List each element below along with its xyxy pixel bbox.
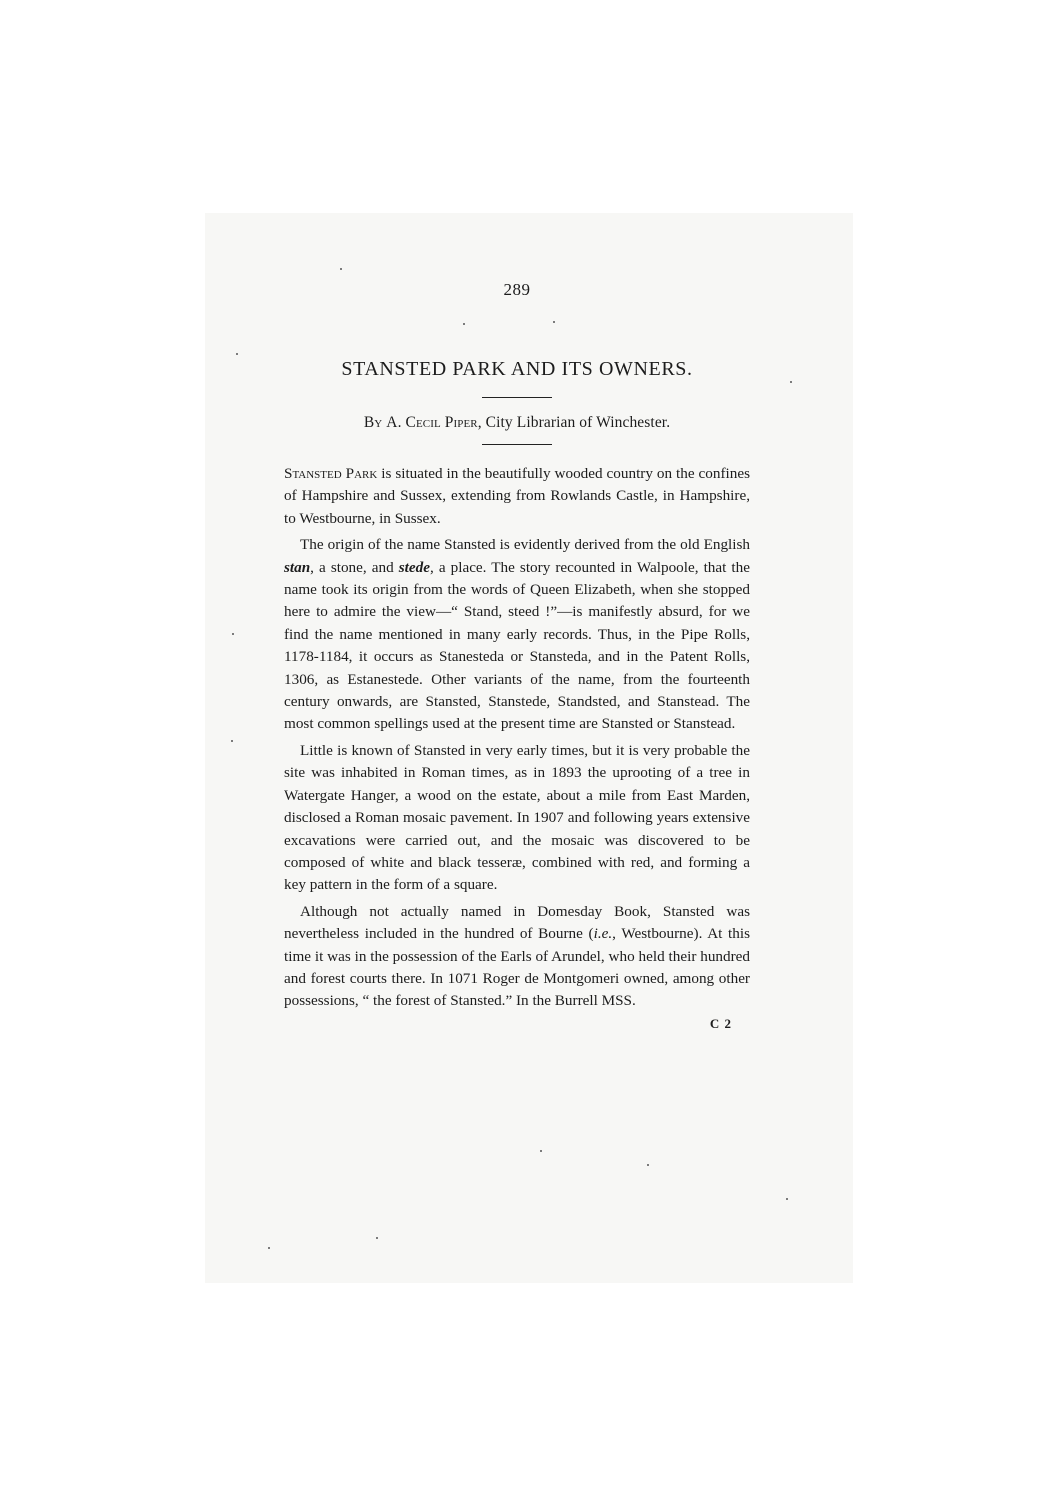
article-body bbox=[284, 463, 750, 1035]
paragraph-4-text-a: Although not actually named in Domesday Book, Stansted was nevertheless included in the hundred of Bourne ( bbox=[284, 902, 750, 943]
scan-speck bbox=[232, 633, 234, 635]
scan-speck bbox=[790, 381, 792, 383]
scan-speck bbox=[231, 740, 233, 742]
paragraph-2-italic-stan: stan bbox=[284, 558, 311, 576]
paragraph-1-lead: Stansted Park bbox=[284, 465, 378, 482]
paragraph-1-text: is situated in the beautifully wooded country on the confines of Hampshire and Sussex, extending from Rowlands Castle, in Hampshire, to Westbourne, in Sussex. bbox=[284, 465, 750, 527]
paragraph-2-italic-stede: stede bbox=[398, 558, 430, 576]
paragraph-2-text-a: The origin of the name Stansted is evidently derived from the old English bbox=[300, 536, 750, 554]
scan-speck bbox=[236, 353, 238, 355]
scan-speck bbox=[340, 268, 342, 270]
scan-speck bbox=[647, 1164, 649, 1166]
paragraph-2-text-c: , a place. The story recounted in Walpoole, that the name took its origin from the words of Queen Elizabeth, when she stopped here to admire the view—“ Stand, steed !”—is manifestly absurd, for we find the name mentioned in many early records. Thus, in the Pipe Rolls, 1178-1184, it occurs as Stanesteda or Stansteda, and in the Patent Rolls, 1306, as Estanestede. Other variants of the name, from the fourteenth century onwards, are Stansted, Stanstede, Standsted, and Stanstead. The most common spellings used at the present time are Stansted or Stanstead. bbox=[284, 558, 750, 733]
paragraph-2-text-b: , a stone, and bbox=[310, 558, 399, 576]
paragraph-4-italic-ie: i.e. bbox=[593, 925, 613, 943]
paragraph-3-text: Little is known of Stansted in very early times, but it is very probable the site was inhabited in Roman times, as in 1893 the uprooting of a tree in Watergate Hanger, a wood on the estate, about a mile from East Marden, disclosed a Roman mosaic pavement. In 1907 and following years extensive excavations were carried out, and the mosaic was discovered to be composed of white and black tesseræ, combined with red, and forming a key pattern in the form of a square. bbox=[284, 741, 750, 894]
scan-speck bbox=[376, 1237, 378, 1239]
scan-speck bbox=[268, 1247, 270, 1249]
page-column bbox=[284, 280, 750, 1035]
byline bbox=[284, 414, 750, 432]
byline-affiliation: , City Librarian of Winchester. bbox=[477, 414, 671, 431]
paragraph-1 bbox=[284, 463, 750, 530]
paragraph-3 bbox=[284, 740, 750, 897]
scan-speck bbox=[540, 1150, 542, 1152]
byline-author: A. Cecil Piper bbox=[386, 414, 478, 431]
paragraph-2 bbox=[284, 534, 750, 736]
page-number: 289 bbox=[503, 280, 531, 299]
paragraph-4 bbox=[284, 901, 750, 1013]
paragraph-4-text-b: , Westbourne). At this time it was in the possession of the Earls of Arundel, who held their hundred and forest courts there. In 1071 Roger de Montgomeri owned, among other possessions, “ the forest of Stansted.” In the Burrell MSS. bbox=[284, 925, 750, 1010]
title-divider bbox=[482, 397, 552, 398]
byline-divider bbox=[482, 444, 552, 445]
article-title: STANSTED PARK AND ITS OWNERS. bbox=[341, 358, 693, 380]
byline-prefix: By bbox=[363, 414, 383, 431]
scan-speck bbox=[786, 1198, 788, 1200]
signature-mark: C 2 bbox=[709, 1015, 732, 1031]
